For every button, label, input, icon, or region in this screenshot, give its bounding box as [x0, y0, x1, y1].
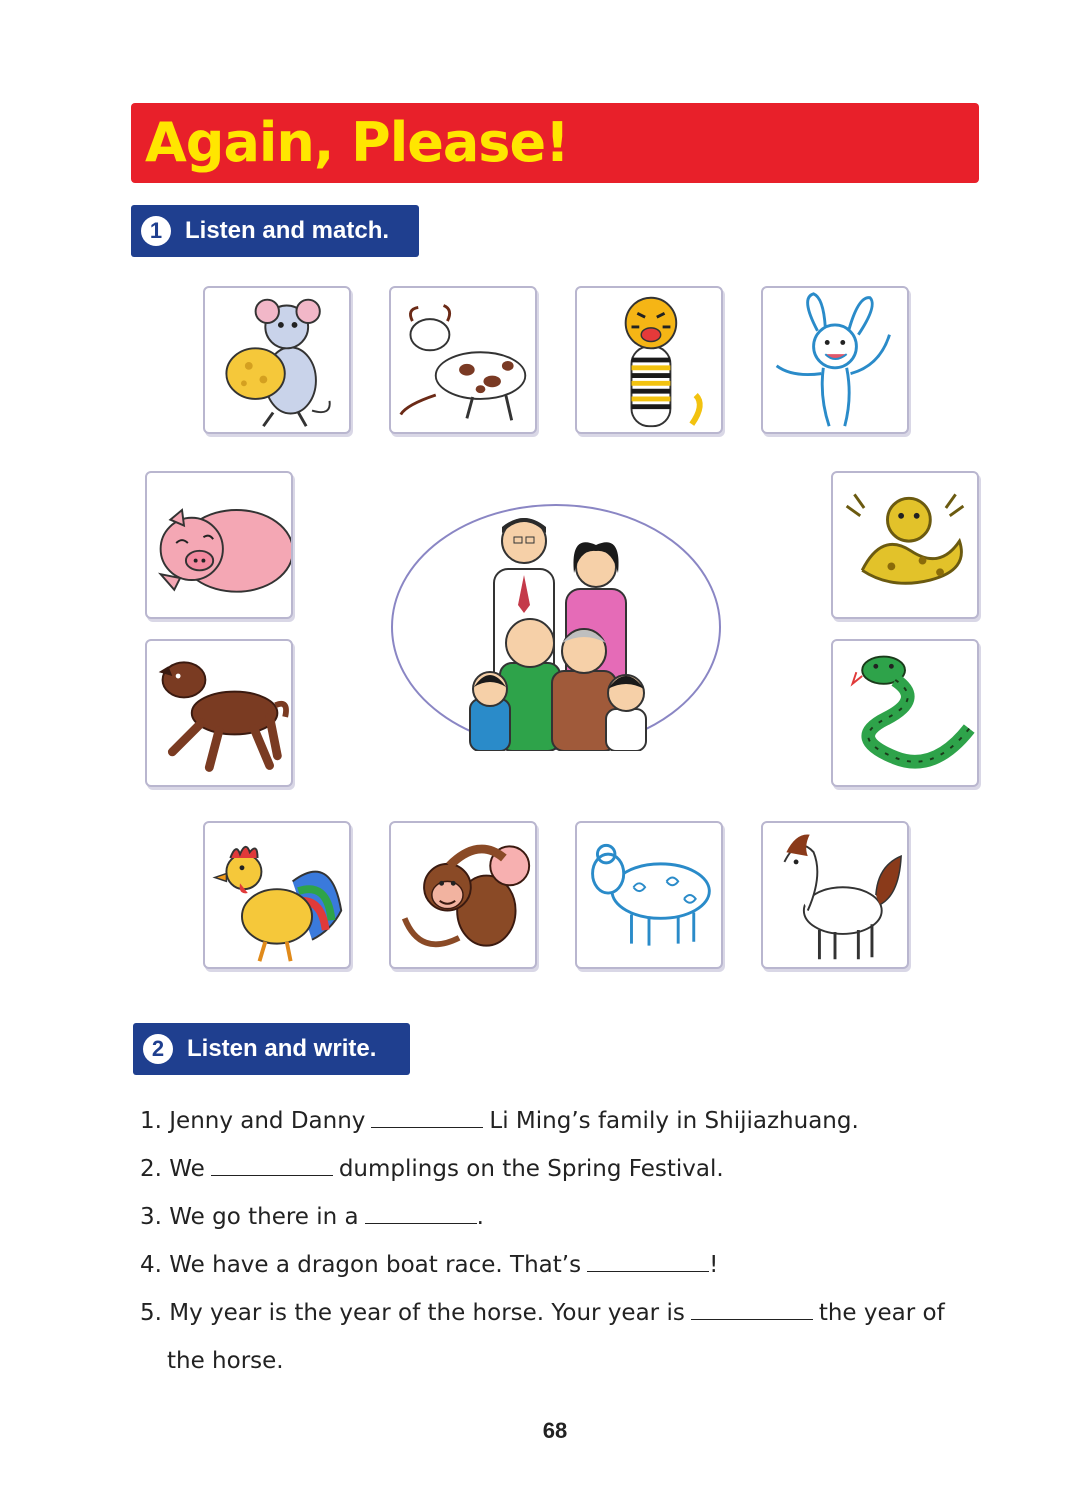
card-horse[interactable]	[761, 821, 909, 969]
card-sheep[interactable]	[575, 821, 723, 969]
sentence-5-after: the year of	[818, 1300, 945, 1326]
sentence-2	[140, 1145, 940, 1193]
sentence-4-before: 4. We have a dragon boat race. That’s	[140, 1252, 582, 1278]
section-1-header	[131, 205, 419, 257]
sentence-5	[140, 1289, 945, 1337]
card-snake[interactable]	[831, 639, 979, 787]
sentence-3	[140, 1193, 940, 1241]
sentence-4	[140, 1241, 940, 1289]
card-dog[interactable]	[145, 639, 293, 787]
sentence-4-after: !	[709, 1252, 719, 1278]
section-2-label: Listen and write.	[187, 1035, 377, 1062]
rat-icon	[205, 288, 349, 432]
card-rat[interactable]	[203, 286, 351, 434]
card-rabbit[interactable]	[761, 286, 909, 434]
title-banner	[131, 103, 979, 183]
card-tiger[interactable]	[575, 286, 723, 434]
rooster-icon	[205, 823, 349, 967]
card-monkey[interactable]	[389, 821, 537, 969]
page-title: Again, Please!	[145, 111, 569, 174]
sentence-1-after: Li Ming’s family in Shijiazhuang.	[489, 1108, 859, 1134]
sentence-5-continuation: the horse.	[167, 1348, 284, 1374]
monkey-icon	[391, 823, 535, 967]
dog-icon	[147, 641, 291, 785]
fill-in-sentences	[140, 1097, 945, 1385]
card-ox[interactable]	[389, 286, 537, 434]
sentence-1-before: 1. Jenny and Danny	[140, 1108, 366, 1134]
section-2-header	[133, 1023, 410, 1075]
sentence-5-before: 5. My year is the year of the horse. Your year is	[140, 1300, 685, 1326]
snake-icon	[833, 641, 977, 785]
section-2-number: 2	[143, 1034, 173, 1064]
ox-icon	[391, 288, 535, 432]
pig-icon	[147, 473, 291, 617]
sentence-1	[140, 1097, 940, 1145]
answer-blank-2[interactable]	[211, 1174, 333, 1176]
horse-icon	[763, 823, 907, 967]
sheep-icon	[577, 823, 721, 967]
family-illustration	[390, 503, 722, 751]
answer-blank-1[interactable]	[371, 1126, 483, 1128]
answer-blank-3[interactable]	[365, 1222, 477, 1224]
rabbit-icon	[763, 288, 907, 432]
card-dragon[interactable]	[831, 471, 979, 619]
sentence-3-before: 3. We go there in a	[140, 1204, 359, 1230]
section-1-number: 1	[141, 216, 171, 246]
section-1-label: Listen and match.	[185, 217, 390, 244]
card-rooster[interactable]	[203, 821, 351, 969]
tiger-icon	[577, 288, 721, 432]
sentence-3-after: .	[476, 1204, 484, 1230]
answer-blank-5[interactable]	[691, 1318, 813, 1320]
sentence-2-before: 2. We	[140, 1156, 205, 1182]
answer-blank-4[interactable]	[587, 1270, 709, 1272]
dragon-icon	[833, 473, 977, 617]
sentence-2-after: dumplings on the Spring Festival.	[338, 1156, 724, 1182]
card-pig[interactable]	[145, 471, 293, 619]
page-number: 68	[542, 1418, 568, 1443]
